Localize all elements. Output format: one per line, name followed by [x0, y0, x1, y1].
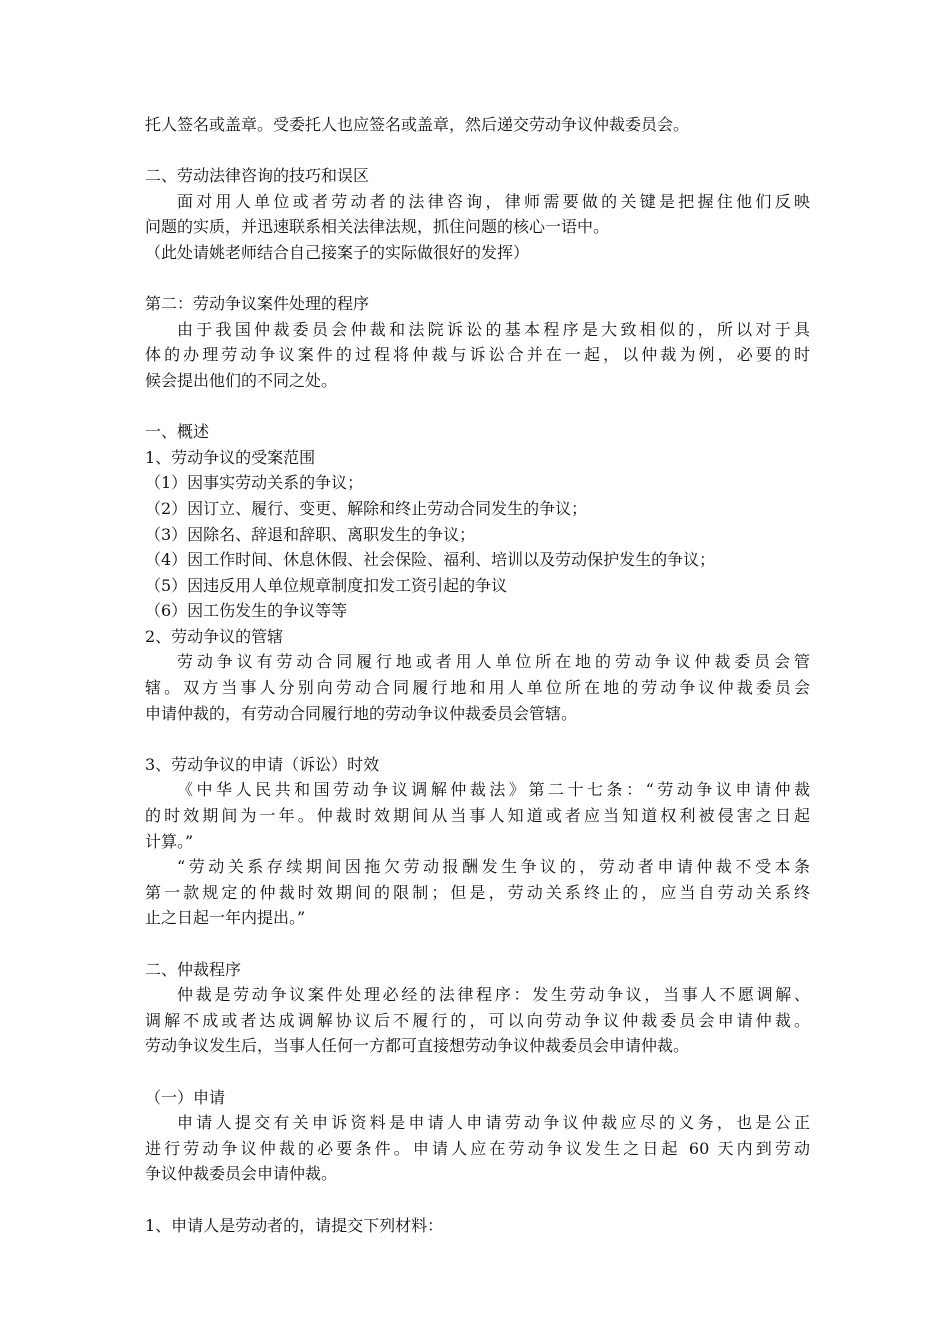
- paragraph: [145, 112, 810, 138]
- paragraph: [145, 573, 810, 599]
- paragraph: [145, 598, 810, 624]
- text-line: （1）因事实劳动关系的争议；: [145, 473, 364, 493]
- text-line: 托人签名或盖章。受委托人也应签名或盖章，然后递交劳动争议仲裁委员会。: [145, 115, 690, 134]
- paragraph: [145, 624, 810, 650]
- paragraph: [145, 240, 810, 266]
- text-line: 争议仲裁委员会申请仲裁。: [145, 1164, 338, 1184]
- text-line: （2）因订立、履行、变更、解除和终止劳动合同发生的争议；: [145, 498, 588, 518]
- text-line: 进行劳动争议仲裁的必要条件。申请人应在劳动争议发生之日起 60 天内到劳动: [145, 1138, 810, 1158]
- paragraph: [145, 470, 810, 496]
- text-line: 《中华人民共和国劳动争议调解仲裁法》第二十七条：“劳动争议申请仲裁: [177, 780, 810, 800]
- text-line: 问题的实质，并迅速联系相关法律法规，抓住问题的核心一语中。: [145, 217, 610, 237]
- paragraph-spacer: [145, 266, 810, 292]
- paragraph-spacer: [145, 394, 810, 420]
- text-line: 2、劳动争议的管辖: [145, 626, 284, 646]
- paragraph: [145, 419, 810, 445]
- text-line: 体的办理劳动争议案件的过程将仲裁与诉讼合并在一起，以仲裁为例，必要的时: [145, 345, 810, 365]
- text-line: 申请人提交有关申诉资料是申请人申请劳动争议仲裁应尽的义务，也是公正: [177, 1113, 810, 1133]
- text-line: （5）因违反用人单位规章制度扣发工资引起的争议: [145, 575, 508, 595]
- paragraph: [145, 957, 810, 983]
- text-line: 由于我国仲裁委员会仲裁和法院诉讼的基本程序是大致相似的，所以对于具: [177, 319, 810, 339]
- text-line: 一、概述: [145, 422, 210, 442]
- paragraph: [145, 1110, 810, 1187]
- paragraph: [145, 854, 810, 931]
- text-line: （此处请姚老师结合自己接案子的实际做很好的发挥）: [145, 242, 530, 262]
- text-line: 辖。双方当事人分别向劳动合同履行地和用人单位所在地的劳动争议仲裁委员会: [145, 678, 810, 698]
- paragraph: [145, 189, 810, 240]
- paragraph: [145, 445, 810, 471]
- paragraph: [145, 777, 810, 854]
- paragraph-spacer: [145, 931, 810, 957]
- text-line: 第一款规定的仲裁时效期间的限制；但是，劳动关系终止的，应当自劳动关系终: [145, 882, 810, 902]
- paragraph-spacer: [145, 1187, 810, 1213]
- text-line: 申请仲裁的，有劳动合同履行地的劳动争议仲裁委员会管辖。: [145, 703, 578, 723]
- paragraph: [145, 649, 810, 726]
- text-line: 仲裁是劳动争议案件处理必经的法律程序：发生劳动争议，当事人不愿调解、: [177, 985, 810, 1005]
- paragraph: [145, 982, 810, 1059]
- text-line: 3、劳动争议的申请（诉讼）时效: [145, 754, 380, 774]
- text-line: 候会提出他们的不同之处。: [145, 370, 338, 390]
- text-line: （一）申请: [145, 1087, 226, 1107]
- paragraph: [145, 1085, 810, 1111]
- paragraph-spacer: [145, 138, 810, 164]
- text-line: 调解不成或者达成调解协议后不履行的，可以向劳动争议仲裁委员会申请仲裁。: [145, 1010, 810, 1030]
- text-line: 面对用人单位或者劳动者的法律咨询，律师需要做的关键是把握住他们反映: [177, 191, 810, 211]
- text-line: （3）因除名、辞退和辞职、离职发生的争议；: [145, 524, 476, 544]
- text-line: （6）因工伤发生的争议等等: [145, 601, 348, 621]
- text-line: 1、申请人是劳动者的，请提交下列材料：: [145, 1215, 444, 1235]
- paragraph: [145, 163, 810, 189]
- paragraph: [145, 522, 810, 548]
- text-line: 劳动争议有劳动合同履行地或者用人单位所在地的劳动争议仲裁委员会管: [177, 652, 810, 672]
- text-line: 二、仲裁程序: [145, 959, 242, 979]
- paragraph-spacer: [145, 1059, 810, 1085]
- paragraph: [145, 752, 810, 778]
- paragraph: [145, 547, 810, 573]
- text-line: 1、劳动争议的受案范围: [145, 447, 316, 467]
- paragraph: [145, 317, 810, 394]
- text-line: 第二：劳动争议案件处理的程序: [145, 294, 370, 314]
- paragraph-spacer: [145, 726, 810, 752]
- paragraph: [145, 291, 810, 317]
- paragraph: [145, 1213, 810, 1239]
- text-line: 劳动争议发生后，当事人任何一方都可直接想劳动争议仲裁委员会申请仲裁。: [145, 1036, 690, 1056]
- text-line: 的时效期间为一年。仲裁时效期间从当事人知道或者应当知道权利被侵害之日起: [145, 806, 810, 826]
- paragraph: [145, 496, 810, 522]
- text-line: 计算。”: [145, 831, 194, 851]
- text-line: 止之日起一年内提出。”: [145, 908, 306, 928]
- text-line: （4）因工作时间、休息休假、社会保险、福利、培训以及劳动保护发生的争议；: [145, 550, 716, 570]
- document-page: [145, 112, 810, 1238]
- text-line: 二、劳动法律咨询的技巧和误区: [145, 166, 370, 186]
- text-line: “劳动关系存续期间因拖欠劳动报酬发生争议的，劳动者申请仲裁不受本条: [177, 857, 810, 877]
